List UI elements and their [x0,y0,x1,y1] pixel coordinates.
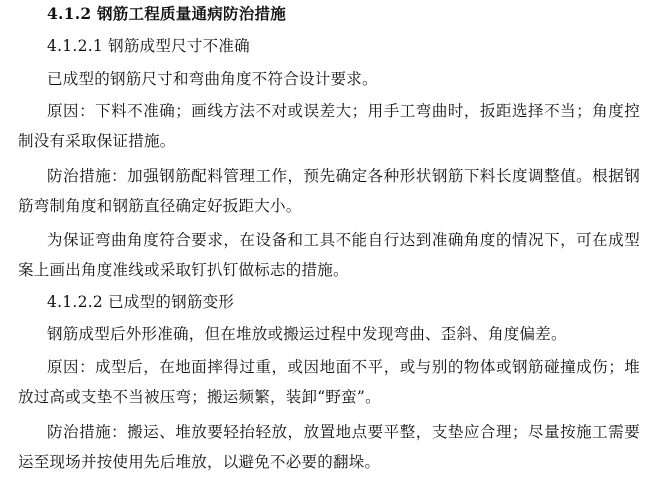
item-1-measure-line-1: 防治措施：加强钢筋配料管理工作，预先确定各种形状钢筋下料长度调整值。根据钢 [47,167,640,185]
item-1-extra-line-2: 案上画出角度准线或采取钉扒钉做标志的措施。 [18,261,349,279]
item-1-extra-line-1: 为保证弯曲角度符合要求，在设备和工具不能自行达到准确角度的情况下，可在成型 [47,231,640,249]
item-2-measure-line-2: 运至现场并按使用先后堆放，以避免不必要的翻垛。 [18,453,381,471]
item-1-cause-line-2: 制没有采取保证措施。 [18,132,176,150]
item-1-cause-line-1: 原因：下料不准确；画线方法不对或误差大；用手工弯曲时，扳距选择不当；角度控 [47,102,640,120]
item-2-subtitle: 4.1.2.2 已成型的钢筋变形 [47,293,235,311]
item-2-cause-line-2: 放过高或支垫不当被压弯；搬运频繁，装卸“野蛮”。 [18,388,381,406]
item-2-cause-line-1: 原因：成型后，在地面摔得过重，或因地面不平，或与别的物体或钢筋碰撞成伤；堆 [47,358,640,376]
item-1-subtitle: 4.1.2.1 钢筋成型尺寸不准确 [47,37,250,55]
section-title: 4.1.2 钢筋工程质量通病防治措施 [47,4,287,23]
item-1-description: 已成型的钢筋尺寸和弯曲角度不符合设计要求。 [47,70,378,88]
item-2-description: 钢筋成型后外形准确，但在堆放或搬运过程中发现弯曲、歪斜、角度偏差。 [47,325,567,343]
item-1-measure-line-2: 筋弯制角度和钢筋直径确定好扳距大小。 [18,197,302,215]
item-2-measure-line-1: 防治措施：搬运、堆放要轻抬轻放，放置地点要平整，支垫应合理；尽量按施工需要 [47,423,640,441]
